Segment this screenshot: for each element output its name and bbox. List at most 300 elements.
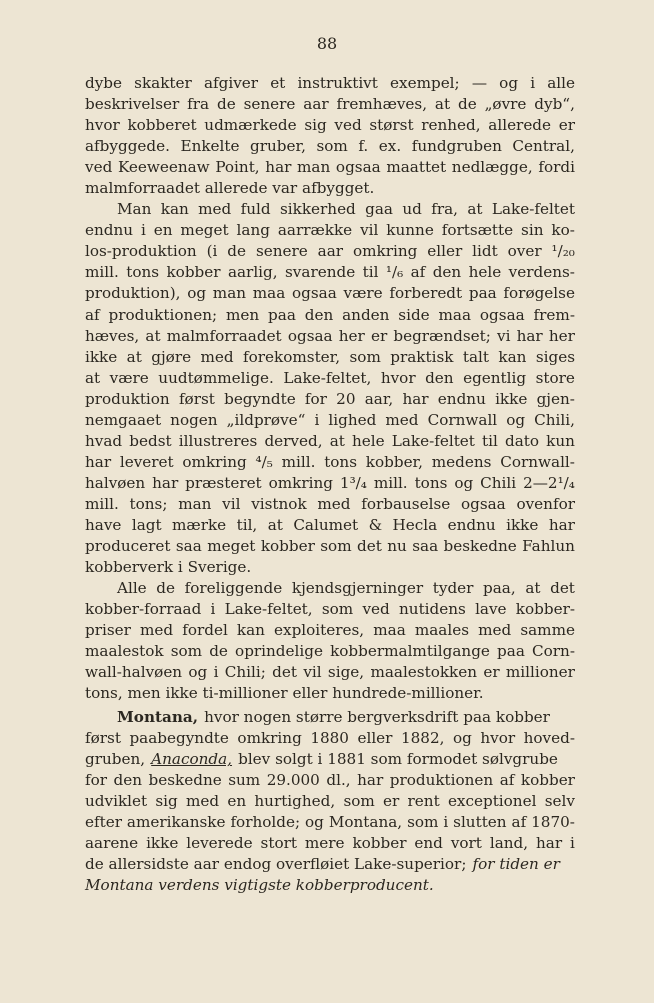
- word: til,: [236, 515, 258, 534]
- word: egentlig: [463, 368, 527, 387]
- word: 1882,: [400, 729, 445, 748]
- word: Enkelte: [180, 137, 240, 156]
- word: ved: [334, 116, 362, 135]
- word: endnu: [85, 221, 134, 240]
- word: tyder: [432, 579, 474, 598]
- word: fremhæves,: [336, 95, 428, 114]
- word: har: [536, 834, 563, 853]
- word: hvor: [480, 729, 516, 748]
- word: ved: [85, 158, 113, 177]
- word: forbauselse: [361, 494, 451, 513]
- text-line: [85, 452, 575, 473]
- page-number: 88: [316, 34, 338, 53]
- word: (i: [206, 242, 218, 261]
- word: senere: [255, 242, 308, 261]
- word: 2—2¹/₄: [523, 473, 575, 492]
- word: instruktivt: [297, 74, 378, 92]
- word: &: [368, 515, 383, 534]
- word: i: [314, 410, 320, 429]
- text-line: [85, 136, 575, 157]
- word: side: [398, 305, 430, 324]
- word: exceptionel: [447, 792, 537, 811]
- word: forberedt: [389, 284, 463, 303]
- word: fordel: [182, 621, 228, 640]
- word: alle: [547, 74, 575, 92]
- word: dl.,: [326, 771, 351, 790]
- word: kobber: [352, 834, 407, 853]
- word: mill.: [373, 473, 408, 492]
- word: til: [362, 263, 379, 282]
- word: har: [357, 771, 384, 790]
- word: sikkerhed: [279, 200, 356, 219]
- word: som: [321, 600, 354, 619]
- word: exploiteres,: [274, 621, 365, 640]
- word: i: [140, 221, 146, 240]
- word: med: [317, 494, 351, 513]
- word: fundgruben: [411, 137, 502, 156]
- word: her: [338, 326, 365, 345]
- word: ikke: [495, 389, 528, 408]
- text-line: [85, 473, 575, 494]
- word: ud: [402, 200, 422, 219]
- word: af: [499, 771, 515, 790]
- word: selv: [544, 792, 575, 811]
- word: de: [156, 579, 175, 598]
- word: Chili: [480, 473, 517, 492]
- text-line: [85, 241, 575, 262]
- word: halvøen: [85, 473, 146, 492]
- text-line: [85, 536, 575, 557]
- text-line: [85, 368, 575, 389]
- word: de: [209, 642, 228, 661]
- word: tons: [324, 452, 358, 471]
- word: lagt: [131, 515, 162, 534]
- word: produktion: [85, 389, 170, 408]
- text-line: [85, 728, 575, 749]
- text-line: [85, 641, 575, 662]
- word: og: [305, 813, 324, 832]
- word: Calumet: [293, 515, 359, 534]
- word: aarene: [85, 834, 139, 853]
- text-line: [85, 262, 575, 283]
- word: kunne: [386, 221, 434, 240]
- word: omkring: [182, 452, 247, 471]
- word: paa: [268, 305, 296, 324]
- word: paabegyndte: [129, 729, 229, 748]
- word: produktion),: [85, 284, 181, 303]
- word: vort: [450, 834, 482, 853]
- word: have: [85, 515, 122, 534]
- word: til: [482, 431, 498, 450]
- word: oprindelige: [235, 642, 323, 661]
- word: og: [499, 74, 519, 92]
- word: at: [434, 95, 451, 114]
- word: af: [85, 305, 100, 324]
- word: nedlægge,: [451, 158, 533, 177]
- word: ¹/₆: [385, 263, 404, 282]
- text-line: [85, 494, 575, 515]
- word: det: [357, 537, 382, 556]
- word: skakter: [134, 74, 192, 92]
- word: Corn-: [532, 642, 575, 661]
- word: forekomster,: [243, 347, 341, 366]
- word: de: [227, 242, 247, 261]
- word: f.: [358, 137, 369, 156]
- word: mere: [304, 834, 345, 853]
- word: ikke: [146, 834, 179, 853]
- word: gjen-: [536, 389, 575, 408]
- word: saa: [412, 537, 439, 556]
- word: bedst: [129, 431, 172, 450]
- word: 1870-: [531, 813, 575, 832]
- word: los-produktion: [85, 242, 197, 261]
- word: har: [85, 452, 112, 471]
- word: vi: [497, 326, 511, 345]
- word: størst: [369, 116, 414, 135]
- word: er: [383, 792, 400, 811]
- word: man: [297, 158, 331, 177]
- word: kan: [160, 200, 189, 219]
- word: aarrække: [277, 221, 353, 240]
- word: med: [200, 347, 234, 366]
- word: ovenfor: [516, 494, 575, 513]
- text-line: [85, 515, 575, 536]
- word: Keeweenaw: [117, 158, 210, 177]
- word: dyb“,: [534, 95, 575, 114]
- word: og: [452, 729, 472, 748]
- word: frem-: [533, 305, 575, 324]
- montana-paragraph: [85, 707, 575, 896]
- word: i: [213, 663, 219, 682]
- word: mill.: [281, 452, 316, 471]
- word: uudtømmelige.: [158, 368, 274, 387]
- word: kobbermalmtilgange: [330, 642, 490, 661]
- word: mærke: [172, 515, 227, 534]
- word: med: [385, 410, 419, 429]
- word: af: [410, 263, 426, 282]
- word: malmforraadet: [166, 326, 282, 345]
- word: for: [304, 389, 327, 408]
- word: mill.: [85, 263, 119, 282]
- word: meget: [180, 221, 229, 240]
- word: anden: [342, 305, 390, 324]
- text-line: malmforraadet allerede var afbygget.: [85, 179, 375, 198]
- word: man: [212, 284, 247, 303]
- word: fuld: [240, 200, 271, 219]
- text-line: [85, 73, 575, 94]
- text-line: [85, 326, 575, 347]
- emphasis-text: Montana verdens vigtigste kobberproducent.: [85, 876, 434, 895]
- word: lighed: [328, 410, 377, 429]
- word: samme: [520, 621, 575, 640]
- word: af: [511, 813, 527, 832]
- word: nutidens: [399, 600, 466, 619]
- word: som: [349, 347, 381, 366]
- word: —: [471, 74, 488, 92]
- word: talt: [462, 347, 489, 366]
- word: nogen: [170, 410, 218, 429]
- word: med: [185, 792, 220, 811]
- word: leveret: [119, 452, 174, 471]
- word: rent: [407, 792, 440, 811]
- word: gaa: [365, 200, 393, 219]
- word: priser: [85, 621, 131, 640]
- word: sige,: [327, 663, 365, 682]
- word: renhed,: [421, 116, 481, 135]
- text-line: [85, 599, 575, 620]
- word: de: [457, 95, 477, 114]
- word: Cornwall: [427, 410, 498, 429]
- word: sig: [304, 116, 327, 135]
- word: endnu: [437, 389, 486, 408]
- word: som: [407, 813, 439, 832]
- word: nemgaaet: [85, 410, 162, 429]
- word: maalestokken: [370, 663, 478, 682]
- word: maalestok: [85, 642, 164, 661]
- word: gjøre: [151, 347, 192, 366]
- word: omkring: [268, 473, 333, 492]
- word: vistnok: [251, 494, 307, 513]
- word: hele: [352, 431, 385, 450]
- word: aar: [303, 95, 329, 114]
- word: endnu: [447, 515, 496, 534]
- word: som: [170, 642, 203, 661]
- word: sin: [521, 221, 544, 240]
- word: dybe: [85, 74, 123, 92]
- word: Hecla: [392, 515, 438, 534]
- word: maa: [373, 621, 406, 640]
- word: fra: [187, 95, 210, 114]
- word: tons;: [129, 494, 168, 513]
- word: medens: [431, 452, 492, 471]
- word: end: [414, 834, 443, 853]
- word: hoved-: [523, 729, 575, 748]
- word: kobber: [260, 537, 315, 556]
- word: illustreres: [178, 431, 258, 450]
- text-line: [85, 305, 575, 326]
- word: kobber: [166, 263, 221, 282]
- word: hele: [468, 263, 502, 282]
- word: har: [402, 389, 429, 408]
- word: kobber-forraad: [85, 600, 202, 619]
- word: at: [329, 431, 345, 450]
- word: efter: [85, 813, 122, 832]
- word: leverede: [186, 834, 253, 853]
- word: er: [483, 663, 500, 682]
- word: senere: [243, 95, 296, 114]
- word: ex.: [378, 137, 402, 156]
- word: lidt: [472, 242, 498, 261]
- word: fra,: [431, 200, 458, 219]
- word: kobberet: [127, 116, 197, 135]
- word: det: [272, 663, 297, 682]
- word: som: [316, 137, 348, 156]
- word: ogsaa: [479, 305, 525, 324]
- word: kobber,: [365, 452, 423, 471]
- text-line: [85, 662, 575, 683]
- word: Fahlun: [522, 537, 575, 556]
- word: derved,: [264, 431, 323, 450]
- word: udmærkede: [204, 116, 297, 135]
- word: Lake-feltet,: [224, 600, 313, 619]
- word: Point,: [215, 158, 260, 177]
- word: svarende: [285, 263, 356, 282]
- word: afbyggede.: [85, 137, 170, 156]
- word: praktisk: [390, 347, 454, 366]
- word: „øvre: [484, 95, 527, 114]
- word: omkring: [352, 242, 418, 261]
- word: allerede: [488, 116, 552, 135]
- text-line: [85, 220, 575, 241]
- word: her: [548, 326, 575, 345]
- word: produktionen;: [108, 305, 218, 324]
- word: at: [267, 515, 283, 534]
- word: forholde;: [230, 813, 301, 832]
- word: kjendsgjerninger: [291, 579, 424, 598]
- text-line: [85, 410, 575, 431]
- word: en: [227, 792, 247, 811]
- word: Man: [117, 200, 152, 219]
- word: stort: [260, 834, 297, 853]
- word: være: [343, 284, 383, 303]
- word: mill.: [85, 494, 119, 513]
- word: 29.000: [266, 771, 320, 790]
- word: ogsaa: [292, 284, 337, 303]
- word: ogsaa: [460, 494, 506, 513]
- word: 20: [336, 389, 356, 408]
- word: den: [432, 263, 462, 282]
- text-line: [85, 431, 575, 452]
- word: præsteret: [185, 473, 262, 492]
- word: land,: [489, 834, 529, 853]
- word: som: [343, 792, 375, 811]
- word: og: [454, 473, 474, 492]
- word: beskrivelser: [85, 95, 180, 114]
- word: slutten: [453, 813, 507, 832]
- text-line: tons, men ikke ti-millioner eller hundrede-millioner.: [85, 684, 484, 703]
- text-line: gruben, Anaconda, blev solgt i 1881 som formodet sølvgrube: [85, 749, 575, 770]
- word: hurtighed,: [254, 792, 336, 811]
- emphasis-anaconda: Anaconda,: [151, 750, 233, 769]
- word: maales: [414, 621, 469, 640]
- word: den: [425, 368, 454, 387]
- word: ikke: [506, 515, 539, 534]
- word: fordi: [538, 158, 575, 177]
- text-line: [85, 94, 575, 115]
- word: lave: [475, 600, 507, 619]
- word: saa: [175, 537, 202, 556]
- word: Alle: [117, 579, 147, 598]
- word: exempel;: [390, 74, 460, 92]
- word: hæves,: [85, 326, 140, 345]
- text-line: [85, 620, 575, 641]
- word: kun: [546, 431, 575, 450]
- word: kan: [236, 621, 265, 640]
- word: millioner: [505, 663, 575, 682]
- word: aarlig,: [227, 263, 278, 282]
- word: med: [198, 200, 232, 219]
- text-line: [85, 833, 575, 854]
- word: for: [85, 771, 108, 790]
- word: har: [265, 158, 292, 177]
- word: først: [85, 729, 121, 748]
- word: ⁴/₅: [255, 452, 273, 471]
- word: aar: [317, 242, 344, 261]
- body-text: [85, 73, 575, 704]
- word: meget: [207, 537, 256, 556]
- word: „ildprøve“: [226, 410, 306, 429]
- word: amerikanske: [126, 813, 226, 832]
- word: hvad: [85, 431, 123, 450]
- text-line: Montana, hvor nogen større bergverksdrift paa kobber: [85, 707, 575, 728]
- word: i: [443, 813, 449, 832]
- word: vil: [303, 663, 322, 682]
- word: man: [178, 494, 212, 513]
- word: fortsætte: [441, 221, 514, 240]
- section-heading: Montana,: [117, 708, 199, 726]
- word: det: [550, 579, 575, 598]
- text-line: kobberverk i Sverige.: [85, 558, 252, 577]
- word: i: [570, 834, 575, 853]
- word: først: [178, 389, 215, 408]
- word: Lake-feltet: [391, 431, 475, 450]
- word: forøgelse: [503, 284, 575, 303]
- text-line: [85, 578, 575, 599]
- word: kobber-: [515, 600, 575, 619]
- word: eller: [427, 242, 463, 261]
- word: foreliggende: [184, 579, 283, 598]
- word: maa: [252, 284, 286, 303]
- word: Lake-feltet,: [283, 368, 372, 387]
- word: at: [126, 347, 142, 366]
- word: beskedne: [148, 771, 222, 790]
- word: en: [153, 221, 173, 240]
- emphasis-text: for tiden er: [472, 855, 560, 874]
- word: 1880: [310, 729, 349, 748]
- word: ikke: [85, 347, 118, 366]
- word: at: [85, 368, 101, 387]
- word: den: [113, 771, 143, 790]
- word: er: [370, 326, 388, 345]
- word: være: [109, 368, 149, 387]
- word: med: [478, 621, 512, 640]
- word: ved: [362, 600, 390, 619]
- word: begrændset;: [393, 326, 491, 345]
- text-line: [85, 770, 575, 791]
- word: produktionen: [389, 771, 494, 790]
- text-line: [85, 157, 575, 178]
- word: wall-halvøen: [85, 663, 183, 682]
- text-line: de allersidste aar endog overfløiet Lake-superior; for tiden er: [85, 854, 575, 875]
- word: hvor: [85, 116, 120, 135]
- word: og: [188, 663, 208, 682]
- word: at: [467, 200, 483, 219]
- text-line: [85, 347, 575, 368]
- word: vil: [360, 221, 379, 240]
- text-line: [85, 875, 575, 896]
- word: har: [516, 326, 543, 345]
- word: med: [139, 621, 174, 640]
- word: et: [270, 74, 286, 92]
- word: hvor: [380, 368, 416, 387]
- word: gruber,: [250, 137, 306, 156]
- word: verdens-: [508, 263, 575, 282]
- word: store: [535, 368, 575, 387]
- word: udviklet: [85, 792, 148, 811]
- word: er: [558, 116, 575, 135]
- text-line: [85, 199, 575, 220]
- word: paa,: [483, 579, 516, 598]
